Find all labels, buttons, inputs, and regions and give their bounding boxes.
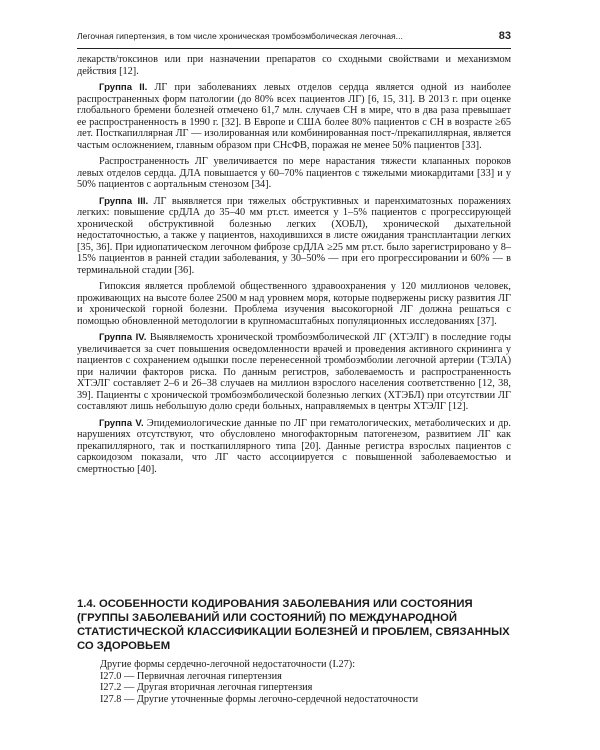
- group-5-label: Группа V.: [99, 417, 144, 429]
- code-list-intro: Другие формы сердечно-легочной недостаточности (I.27):: [100, 659, 356, 670]
- paragraph-valve-prevalence: Распространенность ЛГ увеличивается по мере нарастания тяжести клапанных пороков левых отделов сердца. ДЛА повышается у 60–70% пациентов с тяжелыми миокардитами [33] и у 50% пациентов с аортальным стенозом [34].: [77, 156, 511, 190]
- code-item: I27.2 — Другая вторичная легочная гипертензия: [100, 682, 313, 694]
- section-heading: 1.4. ОСОБЕННОСТИ КОДИРОВАНИЯ ЗАБОЛЕВАНИЯ ИЛИ СОСТОЯНИЯ (ГРУППЫ ЗАБОЛЕВАНИЙ ИЛИ СОСТОЯНИЙ) ПО МЕЖДУНАРОДНОЙ СТАТИСТИЧЕСКОЙ КЛАССИФИКАЦИИ БОЛЕЗНЕЙ И ПРОБЛЕМ, СВЯЗАННЫХ СО ЗДОРОВЬЕМ: [77, 598, 510, 652]
- running-title: Легочная гипертензия, в том числе хроническая тромбоэмболическая легочная...: [77, 31, 403, 41]
- page-header: [77, 30, 511, 49]
- paragraph-group-2: [77, 82, 511, 151]
- page-number: 83: [498, 30, 511, 42]
- group-3-text: ЛГ выявляется при тяжелых обструктивных и паренхиматозных поражениях легких: повышение срДЛА до 35–40 мм рт.ст. имеется у 1–5% пациентов с прогрессирующей хронической обструктивной болезнью легких (ХОБЛ), хронической дыхательной недостаточностью, а также у пациентов, находившихся в листе ожидания трансплантации легких [35, 36]. При идиопатическом легочном фиброзе срДЛА ≥25 мм рт.ст. было зарегистрировано у 8–15% пациентов в ранней стадии заболевания, у 30–50% — при его прогрессировании и 60% — в терминальной стадии [36].: [77, 195, 512, 276]
- code-item: I27.8 — Другие уточненные формы легочно-сердечной недостаточности: [100, 693, 419, 705]
- group-2-label: Группа II.: [99, 82, 148, 93]
- paragraph-continuation: лекарств/токсинов или при назначении препаратов со сходными свойствами и механизмом действия [12].: [77, 54, 511, 77]
- paragraph-group-3: [77, 196, 511, 277]
- group-4-label: Группа IV.: [99, 332, 147, 343]
- group-5-text: Эпидемиологические данные по ЛГ при гематологических, метаболических и др. нарушениях отсутствуют, что обусловлено многофакторным патогенезом, развитием ЛГ как прекапиллярного, так и посткапиллярного типа [20]. Данные регистра взрослых пациентов с саркоидозом показали, что ЛГ часто ассоциируется с повышенной заболеваемостью и смертностью [40].: [77, 417, 512, 475]
- code-item: I27.0 — Первичная легочная гипертензия: [100, 670, 282, 682]
- body-text: [77, 54, 511, 480]
- paragraph-group-4: [77, 332, 511, 413]
- group-2-text: ЛГ при заболеваниях левых отделов сердца является одной из наиболее распространенных форм патологии (до 80% всех пациентов ЛГ) [6, 15, 31]. В 2013 г. при оценке глобального бремени болезней отмечено 61,7 млн. случаев СН в мире, что в два раза превышает ее распространенность в 1990 г. [32]. В Европе и США более 80% пациентов с СН в возрасте ≥65 лет. Посткапиллярная ЛГ — изолированная или комбинированная пост-/прекапиллярная, является частым осложнением, главным образом при СНсФВ, поражая не менее 50% пациентов [33].: [77, 82, 511, 151]
- group-3-label: Группа III.: [99, 195, 149, 207]
- group-4-text: Выявляемость хронической тромбоэмболической ЛГ (ХТЭЛГ) в последние годы увеличивается за счет повышения осведомленности врачей и проведения активного скрининга у пациентов с сохранением одышки после перенесенной тромбоэмболии легочной артерии (ТЭЛА) при наличии факторов риска. По данным регистров, заболеваемость и распространенность ХТЭЛГ составляет 2–6 и 26–38 случаев на миллион взрослого населения соответственно [12, 38, 39]. Пациенты с хронической тромбоэмболической болезнью легких (ХТЭБЛ) при отсутствии ЛГ составляют лишь небольшую долю среди больных, направляемых в центры ХТЭЛГ [12].: [77, 332, 511, 412]
- paragraph-group-5: [77, 418, 511, 476]
- icd-code-list: [100, 659, 511, 705]
- paragraph-hypoxia: Гипоксия является проблемой общественного здравоохранения у 120 миллионов человек, проживающих на высоте более 2500 м над уровнем моря, которые подвержены риску развития ЛГ и хронической горной болезни. Проблема изучения высокогорной ЛГ должна решаться с помощью обновленной методологии в крупномасштабных популяционных исследованиях [37].: [77, 281, 511, 327]
